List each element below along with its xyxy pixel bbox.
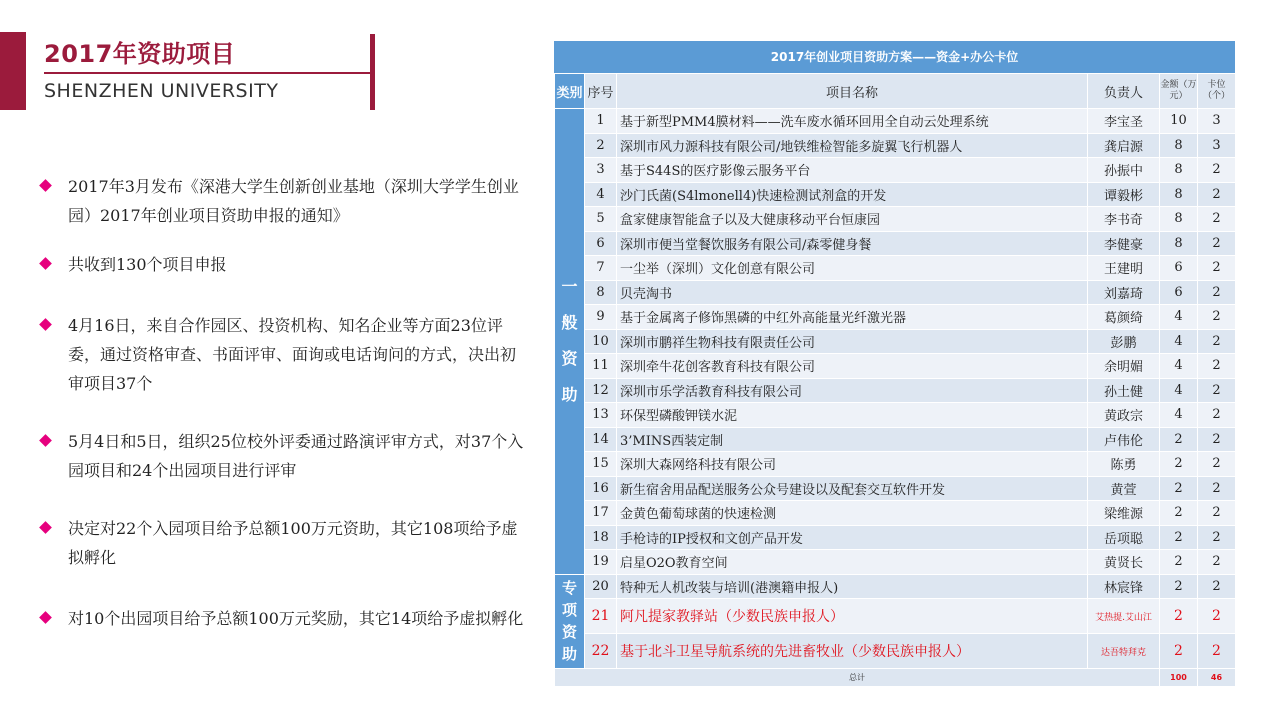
row-name-cell: 手枪诗的IP授权和文创产品开发 <box>617 525 1088 550</box>
table-row <box>555 231 1236 256</box>
row-name-cell: 3’MINS西装定制 <box>617 427 1088 452</box>
total-amount: 100 <box>1160 669 1198 687</box>
row-person-cell: 王建明 <box>1088 256 1160 281</box>
row-seats-cell: 2 <box>1198 574 1236 599</box>
header-divider <box>44 72 370 74</box>
row-amount-cell: 2 <box>1160 574 1198 599</box>
diamond-bullet-icon <box>38 436 58 445</box>
row-person-cell: 李书奇 <box>1088 207 1160 232</box>
row-seats-cell: 2 <box>1198 256 1236 281</box>
bullet-item <box>38 172 528 250</box>
row-seats-cell: 2 <box>1198 354 1236 379</box>
row-seats-cell: 2 <box>1198 427 1236 452</box>
row-amount-cell: 2 <box>1160 599 1198 634</box>
bullet-text: 5月4日和5日，组织25位校外评委通过路演评审方式，对37个入园项目和24个出园项目进行评审 <box>68 432 524 480</box>
total-label: 总计 <box>555 669 1160 687</box>
row-no-cell: 4 <box>585 182 617 207</box>
row-name-cell: 基于S44S的医疗影像云服务平台 <box>617 158 1088 183</box>
funding-table <box>554 41 1235 687</box>
row-amount-cell: 2 <box>1160 476 1198 501</box>
category-char: 一 <box>561 277 578 297</box>
table-row <box>555 158 1236 183</box>
row-amount-cell: 10 <box>1160 109 1198 134</box>
row-no-cell: 1 <box>585 109 617 134</box>
row-seats-cell: 2 <box>1198 207 1236 232</box>
row-name-cell: 贝壳淘书 <box>617 280 1088 305</box>
row-no-cell: 10 <box>585 329 617 354</box>
row-name-cell: 基于金属离子修饰黑磷的中红外高能量光纤激光器 <box>617 305 1088 330</box>
total-row <box>555 669 1236 687</box>
category-char: 专 <box>561 579 577 598</box>
row-name-cell: 盒家健康智能盒子以及大健康移动平台恒康园 <box>617 207 1088 232</box>
row-seats-cell: 2 <box>1198 231 1236 256</box>
category-char: 般 <box>561 313 578 333</box>
row-amount-cell: 8 <box>1160 133 1198 158</box>
row-no-cell: 19 <box>585 550 617 575</box>
row-seats-cell: 3 <box>1198 109 1236 134</box>
row-amount-cell: 2 <box>1160 501 1198 526</box>
table-row <box>555 550 1236 575</box>
bullet-item <box>38 427 528 514</box>
category-cell <box>555 109 585 575</box>
category-cell <box>555 574 585 669</box>
row-name-cell: 启星O2O教育空间 <box>617 550 1088 575</box>
row-seats-cell: 2 <box>1198 403 1236 428</box>
row-name-cell: 基于新型PMM4膜材料——洗车废水循环回用全自动云处理系统 <box>617 109 1088 134</box>
header-vertical-bar <box>370 34 375 110</box>
row-name-cell: 一尘举（深圳）文化创意有限公司 <box>617 256 1088 281</box>
bullet-text: 4月16日，来自合作园区、投资机构、知名企业等方面23位评委，通过资格审查、书面评审、面询或电话询问的方式，决出初审项目37个 <box>68 316 517 393</box>
row-seats-cell: 2 <box>1198 158 1236 183</box>
row-amount-cell: 8 <box>1160 182 1198 207</box>
row-name-cell: 特种无人机改装与培训(港澳籍申报人) <box>617 574 1088 599</box>
row-amount-cell: 2 <box>1160 525 1198 550</box>
row-name-cell: 新生宿舍用品配送服务公众号建设以及配套交互软件开发 <box>617 476 1088 501</box>
row-person-cell: 黄贤长 <box>1088 550 1160 575</box>
row-no-cell: 8 <box>585 280 617 305</box>
table-row <box>555 109 1236 134</box>
table-row <box>555 354 1236 379</box>
row-name-cell: 深圳牵牛花创客教育科技有限公司 <box>617 354 1088 379</box>
row-name-cell: 深圳市鹏祥生物科技有限责任公司 <box>617 329 1088 354</box>
row-no-cell: 14 <box>585 427 617 452</box>
row-person-cell: 陈勇 <box>1088 452 1160 477</box>
row-seats-cell: 3 <box>1198 133 1236 158</box>
row-name-cell: 深圳市乐学活教育科技有限公司 <box>617 378 1088 403</box>
table-title: 2017年创业项目资助方案——资金+办公卡位 <box>554 41 1235 73</box>
bullet-item <box>38 311 528 427</box>
row-amount-cell: 4 <box>1160 403 1198 428</box>
table-row <box>555 378 1236 403</box>
row-person-cell: 余明媚 <box>1088 354 1160 379</box>
header-accent-block <box>0 32 26 110</box>
row-person-cell: 孙振中 <box>1088 158 1160 183</box>
row-seats-cell: 2 <box>1198 501 1236 526</box>
header-name: 项目名称 <box>617 74 1088 109</box>
row-name-cell: 金黄色葡萄球菌的快速检测 <box>617 501 1088 526</box>
row-person-cell: 龚启源 <box>1088 133 1160 158</box>
row-amount-cell: 6 <box>1160 280 1198 305</box>
table-row <box>555 634 1236 669</box>
diamond-bullet-icon <box>38 259 58 268</box>
row-person-cell: 艾热提.艾山江 <box>1088 599 1160 634</box>
category-char: 资 <box>561 349 578 369</box>
table-row <box>555 256 1236 281</box>
header-person: 负责人 <box>1088 74 1160 109</box>
row-no-cell: 18 <box>585 525 617 550</box>
row-amount-cell: 4 <box>1160 329 1198 354</box>
row-person-cell: 葛颜绮 <box>1088 305 1160 330</box>
row-no-cell: 20 <box>585 574 617 599</box>
row-seats-cell: 2 <box>1198 634 1236 669</box>
row-amount-cell: 2 <box>1160 634 1198 669</box>
row-seats-cell: 2 <box>1198 305 1236 330</box>
row-person-cell: 孙土健 <box>1088 378 1160 403</box>
table-row <box>555 329 1236 354</box>
table-row <box>555 599 1236 634</box>
row-no-cell: 2 <box>585 133 617 158</box>
row-seats-cell: 2 <box>1198 378 1236 403</box>
bullet-item <box>38 604 528 664</box>
row-person-cell: 黄政宗 <box>1088 403 1160 428</box>
row-no-cell: 12 <box>585 378 617 403</box>
category-char: 助 <box>561 385 578 405</box>
table-row <box>555 525 1236 550</box>
diamond-bullet-icon <box>38 613 58 622</box>
bullet-text: 对10个出园项目给予总额100万元奖励，其它14项给予虚拟孵化 <box>68 609 524 628</box>
row-no-cell: 16 <box>585 476 617 501</box>
row-person-cell: 达吾特拜克 <box>1088 634 1160 669</box>
bullet-item <box>38 514 528 604</box>
row-person-cell: 刘嘉琦 <box>1088 280 1160 305</box>
bullet-text: 决定对22个入园项目给予总额100万元资助，其它108项给予虚拟孵化 <box>68 519 518 567</box>
row-no-cell: 13 <box>585 403 617 428</box>
row-amount-cell: 2 <box>1160 550 1198 575</box>
row-person-cell: 彭鹏 <box>1088 329 1160 354</box>
row-name-cell: 阿凡提家教驿站（少数民族申报人） <box>617 599 1088 634</box>
row-seats-cell: 2 <box>1198 476 1236 501</box>
diamond-bullet-icon <box>38 320 58 329</box>
table-row <box>555 427 1236 452</box>
row-amount-cell: 2 <box>1160 452 1198 477</box>
row-name-cell: 沙门氏菌(S4lmonell4)快速检测试剂盒的开发 <box>617 182 1088 207</box>
table-row <box>555 280 1236 305</box>
row-seats-cell: 2 <box>1198 452 1236 477</box>
table-row <box>555 501 1236 526</box>
row-person-cell: 林宸锋 <box>1088 574 1160 599</box>
row-seats-cell: 2 <box>1198 550 1236 575</box>
bullet-item <box>38 250 528 311</box>
row-amount-cell: 8 <box>1160 231 1198 256</box>
row-no-cell: 3 <box>585 158 617 183</box>
bullet-text: 共收到130个项目申报 <box>68 255 227 274</box>
row-name-cell: 深圳市便当堂餐饮服务有限公司/森零健身餐 <box>617 231 1088 256</box>
row-no-cell: 7 <box>585 256 617 281</box>
row-person-cell: 李宝圣 <box>1088 109 1160 134</box>
header-no: 序号 <box>585 74 617 109</box>
diamond-bullet-icon <box>38 181 58 190</box>
row-seats-cell: 2 <box>1198 280 1236 305</box>
category-char: 资 <box>561 623 577 642</box>
table-row <box>555 574 1236 599</box>
row-name-cell: 深圳大森网络科技有限公司 <box>617 452 1088 477</box>
row-amount-cell: 2 <box>1160 427 1198 452</box>
row-seats-cell: 2 <box>1198 329 1236 354</box>
row-amount-cell: 4 <box>1160 305 1198 330</box>
university-name: SHENZHEN UNIVERSITY <box>44 80 279 102</box>
table-row <box>555 133 1236 158</box>
diamond-bullet-icon <box>38 523 58 532</box>
bullet-list <box>38 172 528 664</box>
row-amount-cell: 4 <box>1160 378 1198 403</box>
row-no-cell: 6 <box>585 231 617 256</box>
row-person-cell: 卢伟伦 <box>1088 427 1160 452</box>
row-seats-cell: 2 <box>1198 599 1236 634</box>
row-person-cell: 岳项聪 <box>1088 525 1160 550</box>
header-seats: 卡位（个） <box>1198 74 1236 109</box>
table-row <box>555 182 1236 207</box>
row-name-cell: 基于北斗卫星导航系统的先进畜牧业（少数民族申报人） <box>617 634 1088 669</box>
category-char: 助 <box>561 645 577 664</box>
category-char: 项 <box>561 601 577 620</box>
row-name-cell: 环保型磷酸钾镁水泥 <box>617 403 1088 428</box>
row-no-cell: 5 <box>585 207 617 232</box>
table-header-row <box>555 74 1236 109</box>
row-amount-cell: 6 <box>1160 256 1198 281</box>
row-person-cell: 黄萱 <box>1088 476 1160 501</box>
bullet-text: 2017年3月发布《深港大学生创新创业基地（深圳大学学生创业园）2017年创业项目资助申报的通知》 <box>68 177 519 225</box>
row-seats-cell: 2 <box>1198 182 1236 207</box>
row-no-cell: 9 <box>585 305 617 330</box>
total-seats: 46 <box>1198 669 1236 687</box>
header-category: 类别 <box>555 74 585 109</box>
row-no-cell: 22 <box>585 634 617 669</box>
row-person-cell: 梁维源 <box>1088 501 1160 526</box>
row-person-cell: 李健豪 <box>1088 231 1160 256</box>
table-row <box>555 305 1236 330</box>
page-title: 2017年资助项目 <box>44 40 236 68</box>
row-amount-cell: 4 <box>1160 354 1198 379</box>
header-amount: 金额（万元） <box>1160 74 1198 109</box>
row-no-cell: 17 <box>585 501 617 526</box>
row-seats-cell: 2 <box>1198 525 1236 550</box>
row-no-cell: 15 <box>585 452 617 477</box>
row-amount-cell: 8 <box>1160 158 1198 183</box>
table-row <box>555 403 1236 428</box>
table-row <box>555 476 1236 501</box>
table-row <box>555 207 1236 232</box>
row-name-cell: 深圳市风力源科技有限公司/地铁维检智能多旋翼飞行机器人 <box>617 133 1088 158</box>
row-person-cell: 谭毅彬 <box>1088 182 1160 207</box>
table-row <box>555 452 1236 477</box>
funding-table-grid <box>554 73 1236 687</box>
row-no-cell: 11 <box>585 354 617 379</box>
row-amount-cell: 8 <box>1160 207 1198 232</box>
row-no-cell: 21 <box>585 599 617 634</box>
